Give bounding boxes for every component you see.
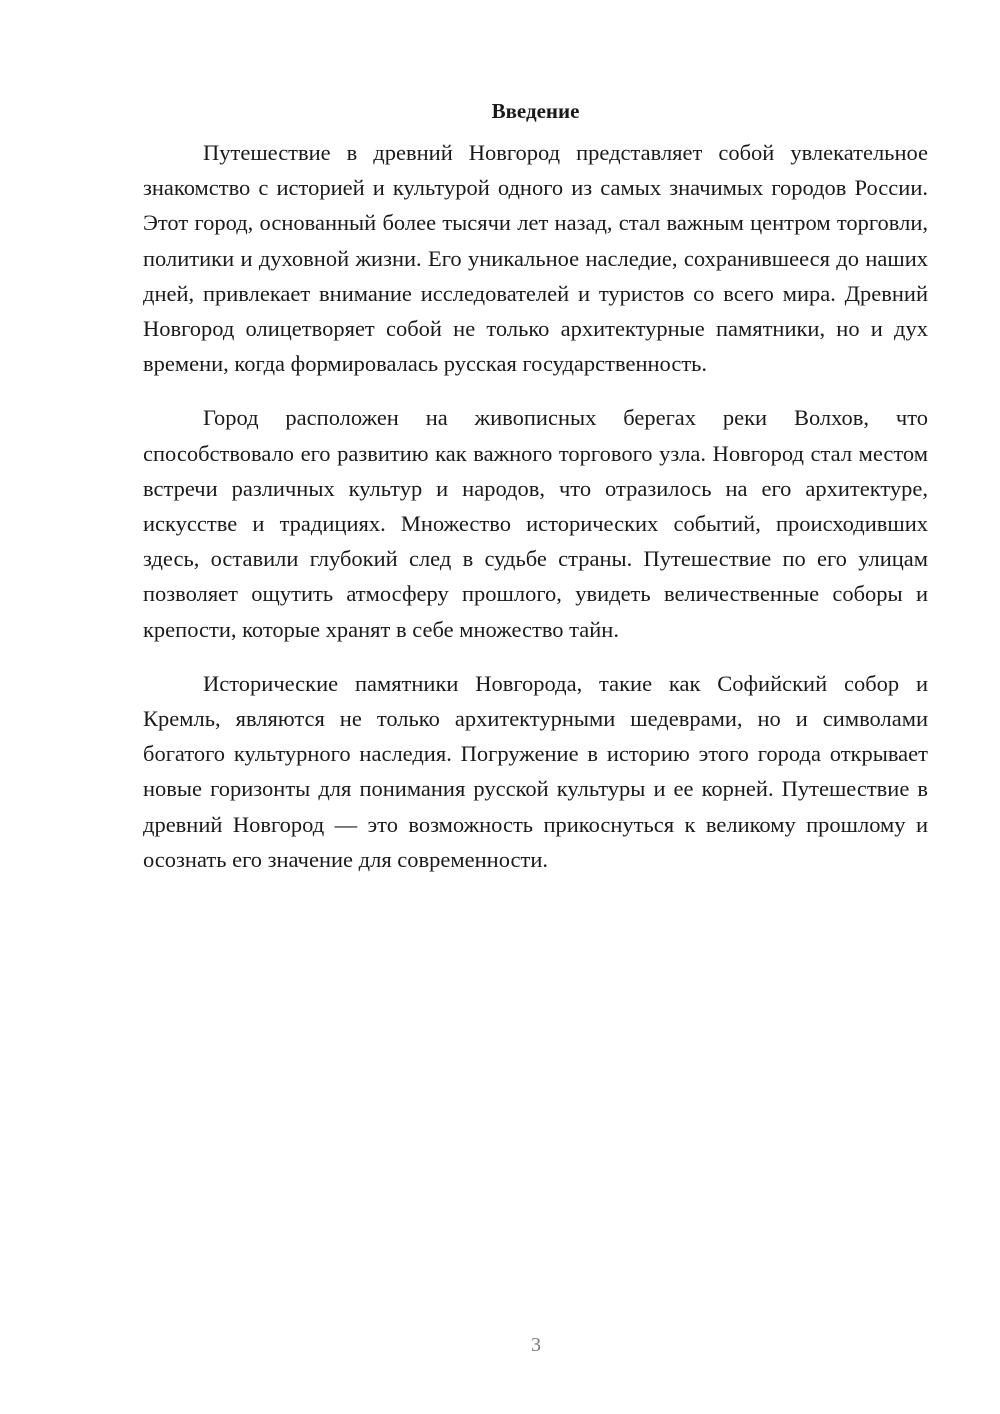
paragraph-1: Путешествие в древний Новгород представляет собой увлекательное знакомство с историей и культурой одного из самых значимых городов России. Этот город, основанный более тысячи лет назад, стал важным центром торговли, политики и духовной жизни. Его уникальное наследие, сохранившееся до наших дней, привлекает внимание исследователей и туристов со всего мира. Древний Новгород олицетворяет собой не только архитектурные памятники, но и дух времени, когда формировалась русская государственность. xyxy=(143,140,928,377)
paragraph-3: Исторические памятники Новгорода, такие как Софийский собор и Кремль, являются не только архитектурными шедеврами, но и символами богатого культурного наследия. Погружение в историю этого города открывает новые горизонты для понимания русской культуры и ее корней. Путешествие в древний Новгород — это возможность прикоснуться к великому прошлому и осознать его значение для современности. xyxy=(143,670,928,872)
section-heading: Введение xyxy=(491,99,580,123)
page-content xyxy=(143,96,928,896)
page-number: 3 xyxy=(531,1334,541,1356)
paragraph-2: Город расположен на живописных берегах реки Волхов, что способствовало его развитию как важного торгового узла. Новгород стал местом встречи различных культур и народов, что отразилось на его архитектуре, искусстве и традициях. Множество исторических событий, происходивших здесь, оставили глубокий след в судьбе страны. Путешествие по его улицам позволяет ощутить атмосферу прошлого, увидеть величественные соборы и крепости, которые хранят в себе множество тайн. xyxy=(143,405,928,642)
